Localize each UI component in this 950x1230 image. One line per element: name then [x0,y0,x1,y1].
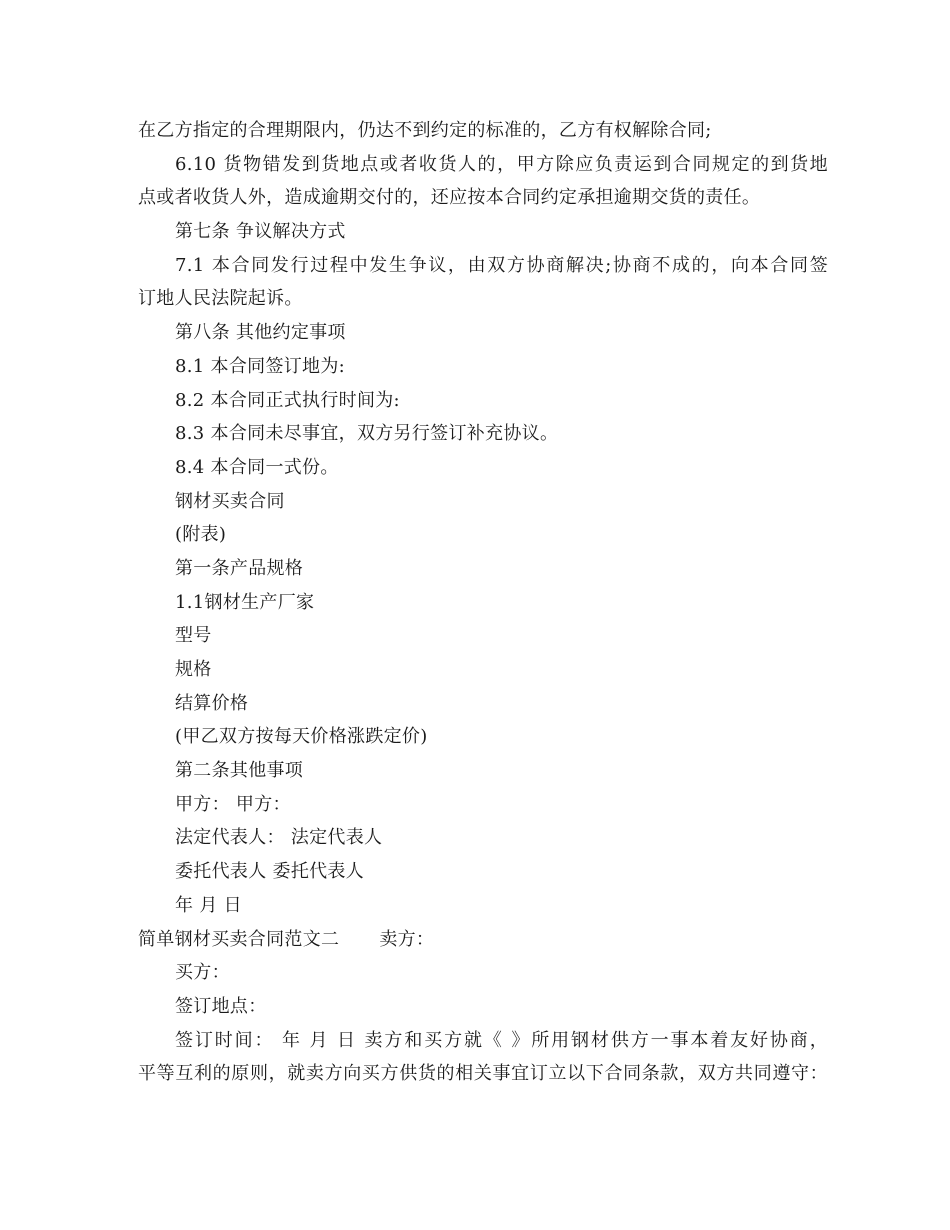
text-line: 订地人民法院起诉。 [138,288,303,310]
text-line: 8.3 本合同未尽事宜，双方另行签订补充协议。 [175,423,559,445]
text-line: 8.1 本合同签订地为: [175,355,346,377]
text-line: 签订时间： 年 月 日 卖方和买方就《 》所用钢材供方一事本着友好协商， [175,1029,828,1051]
signature-party-line: 甲方： 甲方： [175,793,291,815]
contract-title-line [138,923,828,957]
signature-representative-line: 法定代表人： 法定代表人 [175,827,383,849]
contract-title: 钢材买卖合同 [175,490,285,512]
section-heading: 第一条产品规格 [175,557,304,579]
text-line: 6.10 货物错发到货地点或者收货人的，甲方除应负责运到合同规定的到货地 [175,153,828,175]
text-line: 7.1 本合同发行过程中发生争议，由双方协商解决;协商不成的，向本合同签 [175,254,828,276]
text-line: 8.2 本合同正式执行时间为: [175,389,400,411]
text-line: 8.4 本合同一式份。 [175,456,339,478]
text-line: 点或者收货人外，造成逾期交付的，还应按本合同约定承担逾期交货的责任。 [138,187,761,209]
section-heading: 第八条 其他约定事项 [175,322,346,344]
text-line: 规格 [175,659,212,680]
document-body [138,114,828,1091]
date-line: 年 月 日 [175,894,242,916]
section-heading: 第二条其他事项 [175,760,304,782]
signing-place-label: 签订地点： [175,995,267,1017]
text-line: 在乙方指定的合理期限内，仍达不到约定的标准的，乙方有权解除合同; [138,120,712,141]
text-line: 型号 [175,625,212,647]
section-heading: 第七条 争议解决方式 [175,221,346,243]
buyer-label: 买方： [175,962,230,984]
signature-agent-line: 委托代表人 委托代表人 [175,861,365,883]
contract-title: 简单钢材买卖合同范文二 [138,928,340,950]
text-line: 1.1钢材生产厂家 [175,591,315,613]
text-line: 平等互利的原则，就卖方向买方供货的相关事宜订立以下合同条款，双方共同遵守： [138,1063,828,1085]
text-line: (甲乙双方按每天价格涨跌定价) [175,726,428,748]
seller-label: 卖方： [379,928,435,950]
text-line: 结算价格 [175,692,249,714]
text-line: (附表) [175,524,227,546]
